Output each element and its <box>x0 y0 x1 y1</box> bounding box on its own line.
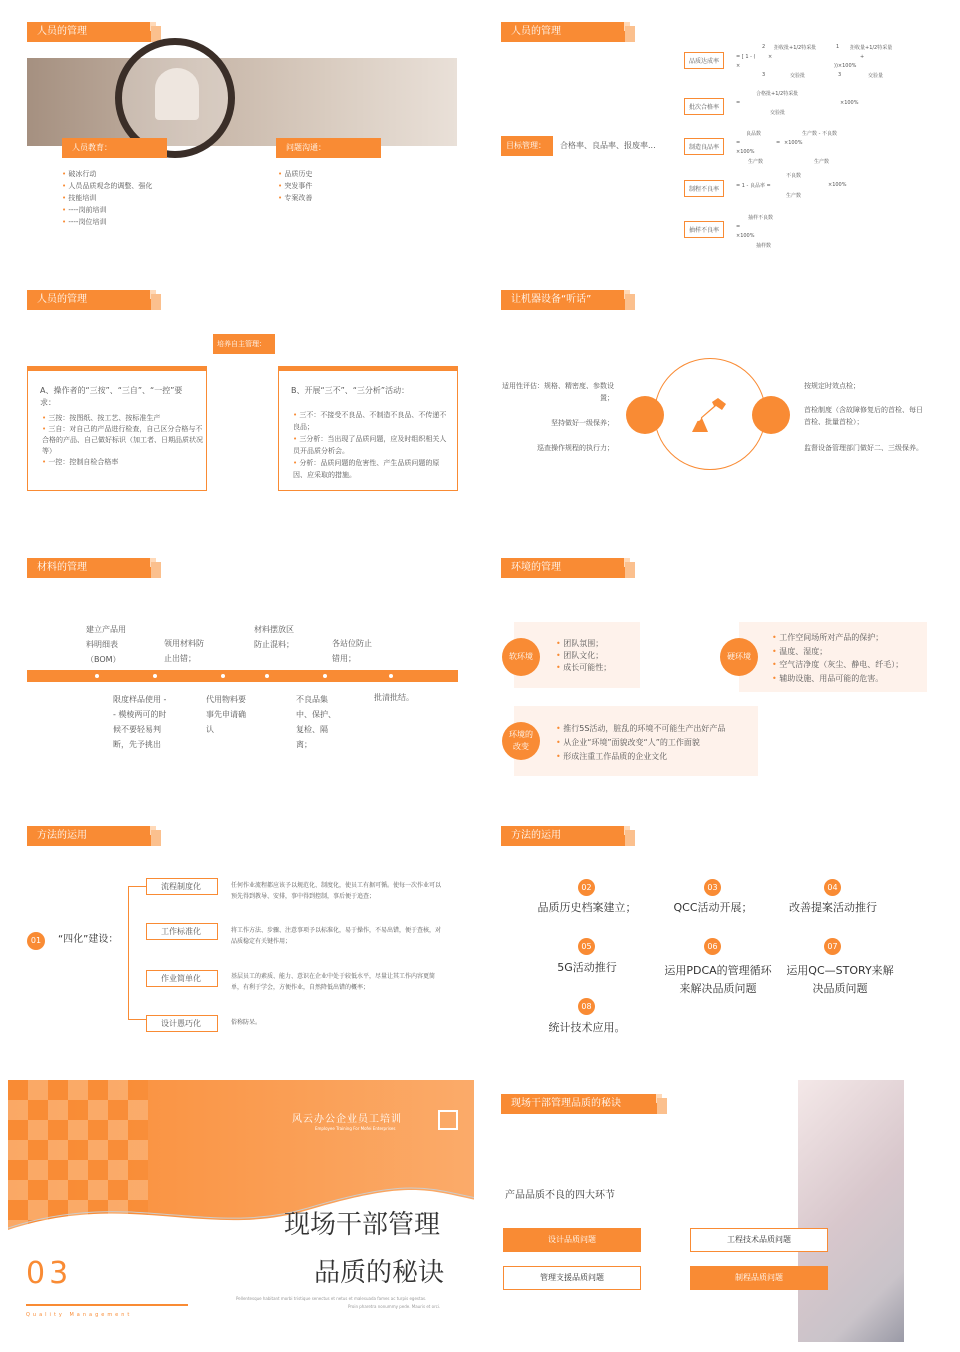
item-2-key: 工作标准化 <box>146 923 218 940</box>
slide-title: 人员的管理 <box>27 290 155 310</box>
hard-badge: 硬环境 <box>720 638 758 676</box>
formula-2: 合格批+1/2特采批 = ×100% 交验批 <box>736 91 859 116</box>
formula-1: 2 拒收批+1/2特采批 1 拒收量+1/2特采量 = [ 1 - ( × + × ))×100% 3 交验批 3 交验量 <box>736 44 893 79</box>
item-06-num: 06 <box>704 938 721 955</box>
left-dot <box>626 396 664 434</box>
timeline-bar <box>27 670 458 682</box>
item-07-num: 07 <box>824 938 841 955</box>
bracket <box>128 886 146 1020</box>
eq-right-1: 按规定时效点检； <box>804 382 860 390</box>
eq-right-3: 监督设备管理部门做好二、三级保养。 <box>804 444 923 452</box>
logo-icon <box>438 1110 458 1130</box>
num-badge: 01 <box>27 932 45 950</box>
bottom-3: 不良品集中、保护、复检、隔离； <box>296 695 336 749</box>
company-en: Employee Training For Mofei Enterprises <box>315 1126 396 1131</box>
top-4: 各站位防止错用； <box>332 639 372 663</box>
left-panel: A、操作者的“三按”、“三自”、“一控”要求： • 三按：按图纸、按工艺、按标准生产 • 三自：对自己的产品进行检查，自己区分合格与不合格的产品、自己做好标识（加工者、日期品质状况等） • 一控：控制自检合格率 <box>27 366 207 491</box>
item-04-num: 04 <box>824 879 841 896</box>
item-02: 品质历史档案建立； <box>537 901 637 914</box>
bottom-1: 限度样品使用 - - 模棱两可的时候不要轻易判断，先予挑出 <box>113 695 167 749</box>
slide-environment <box>474 536 944 798</box>
latin-2: Proin pharetra nonummy pede. Mauris et orci. <box>348 1304 441 1309</box>
section-number: 03 <box>26 1256 73 1291</box>
top-1: 建立产品用料明细表（BOM） <box>86 625 126 664</box>
item-03: QCC活动开展； <box>673 901 753 914</box>
slide-title: 材料的管理 <box>27 558 155 578</box>
formula-4: 不良数 = 1 - 良品率 = ×100% 生产数 <box>736 173 847 199</box>
rate-5: 抽样不良率 <box>684 221 724 238</box>
slide-equipment <box>474 268 944 530</box>
top-2: 领用材料防止出错； <box>164 639 204 663</box>
quality-en: Quality Management <box>26 1312 133 1318</box>
slide-method-1 <box>0 804 470 1066</box>
robot-arm-icon <box>684 388 734 438</box>
goal-label: 目标管理： <box>501 136 553 156</box>
subtitle: 产品品质不良的四大环节 <box>505 1190 615 1201</box>
slide-title: 现场干部管理品质的秘诀 <box>501 1094 661 1114</box>
bottom-2: 代用物料要事先申请确认 <box>206 695 246 734</box>
rate-1: 品质达成率 <box>684 52 724 69</box>
item-08-num: 08 <box>578 998 595 1015</box>
edu-label: 人员教育： <box>62 138 167 158</box>
slide-title: 环境的管理 <box>501 558 629 578</box>
soft-list: • 团队氛围； • 团队文化； • 成长可能性； <box>556 638 611 674</box>
slide-title: 人员的管理 <box>501 22 629 42</box>
box-process: 制程品质问题 <box>690 1266 828 1290</box>
box-support: 管理支援品质问题 <box>503 1266 641 1290</box>
slide-personnel-1 <box>0 0 470 262</box>
four-main: “四化”建设： <box>58 934 119 945</box>
box-design: 设计品质问题 <box>503 1228 641 1252</box>
rate-3: 制造良品率 <box>684 138 724 155</box>
soft-badge: 软环境 <box>502 638 540 676</box>
change-badge: 环境的改变 <box>502 722 540 760</box>
title-1: 现场干部管理 <box>284 1210 441 1240</box>
title-2: 品质的秘诀 <box>314 1258 445 1288</box>
change-list: • 推行5S活动，脏乱的环境不可能生产出好产品 • 从企业“环境”面貌改变“人”的工作面貌 • 形成注重工作品质的企业文化 <box>556 722 725 764</box>
latin-1: Pellentesque habitant morbi tristique senectus et netus et malesuada fames ac turpis egestas. <box>236 1296 427 1301</box>
right-panel: B、开展“三不”、“三分析”活动： • 三不：不接受不良品、不制造不良品、不传递不良品； • 三分析：当出现了品质问题，应及时组织相关人员开品质分析会。 • 分析：品质问题的危害性、产生品质问题的原因、应采取的措施。 <box>278 366 458 491</box>
hard-list: • 工作空间场所对产品的保护； • 温度、湿度； • 空气洁净度（灰尘、静电、纤毛）； • 辅助设施、用品可能的危害。 <box>772 631 903 685</box>
item-2-val: 将工作方法、步骤、注意事项予以标准化，易于操作，不易出错，便于查核，对品质稳定有关键作用； <box>231 927 442 945</box>
formula-3: 良品数 生产数 - 不良数 = = ×100% ×100% 生产数 生产数 <box>736 131 837 165</box>
top-3: 材料摆放区防止混料； <box>254 625 294 649</box>
edu-list: • 破冰行动 • 人员品质观念的调整、强化 • 技能培训 • ----岗前培训 • ----岗位培训 <box>62 168 152 228</box>
eq-right-2: 首检制度（含故障修复后的首检、每日首检、批量首检）； <box>804 406 923 426</box>
item-07: 运用QC—STORY来解决品质问题 <box>786 964 894 995</box>
comm-list: • 品质历史 • 突发事件 • 专案改善 <box>278 168 312 204</box>
item-03-num: 03 <box>704 879 721 896</box>
formula-5: 抽样不良数 = ×100% 抽样数 <box>736 215 774 249</box>
eq-left-2: 坚持做好一级保养； <box>551 419 614 427</box>
slide-title: 人员的管理 <box>27 22 155 42</box>
eq-left-3: 巡查操作规程的执行力； <box>537 444 614 452</box>
item-1-key: 流程制度化 <box>146 878 218 895</box>
slide-personnel-2 <box>474 0 944 262</box>
photo-bg <box>798 1080 904 1342</box>
item-05: 5G活动推行 <box>557 961 617 974</box>
item-1-val: 任何作业流程都应该予以规范化、制度化，使员工有据可循。使每一次作业可以预先得到教导、安排，事中得到控制，事后便于追查； <box>231 882 442 900</box>
item-02-num: 02 <box>578 879 595 896</box>
item-04: 改善提案活动推行 <box>789 901 877 914</box>
item-06: 运用PDCA的管理循环来解决品质问题 <box>664 964 772 995</box>
rate-4: 制程不良率 <box>684 180 724 197</box>
slide-four-links <box>474 1080 944 1342</box>
slide-method-2 <box>474 804 944 1066</box>
company-name: 风云办公企业员工培训 <box>292 1114 402 1125</box>
item-4-val: 俗称防呆。 <box>231 1019 262 1026</box>
divider <box>26 1304 188 1306</box>
slide-cover <box>8 1080 476 1342</box>
comm-label: 问题沟通： <box>276 138 381 158</box>
item-05-num: 05 <box>578 938 595 955</box>
slide-title: 让机器设备“听话” <box>501 290 629 310</box>
item-4-key: 设计愚巧化 <box>146 1015 218 1032</box>
bottom-4: 批清批结。 <box>374 693 414 702</box>
item-3-key: 作业简单化 <box>146 970 218 987</box>
right-dot <box>752 396 790 434</box>
slide-materials <box>0 536 470 798</box>
item-08: 统计技术应用。 <box>548 1021 626 1034</box>
slide-title: 方法的运用 <box>27 826 155 846</box>
self-management-label: 培养自主管理： <box>213 334 275 354</box>
rate-2: 批次合格率 <box>684 98 724 115</box>
slide-personnel-3 <box>0 268 470 530</box>
slide-title: 方法的运用 <box>501 826 629 846</box>
eq-left-1: 适用性评估：规格、精密度、参数设置； <box>502 382 614 402</box>
item-3-val: 基层员工的素质、能力、意识在企业中处于较低水平，尽量让其工作内容更简单，有利于学会，方便作业，自然降低出错的概率； <box>231 973 436 991</box>
magnifier-photo <box>27 58 457 146</box>
goal-text: 合格率、良品率、报废率... <box>560 141 656 150</box>
box-engineering: 工程技术品质问题 <box>690 1228 828 1252</box>
person-icon <box>155 68 199 120</box>
